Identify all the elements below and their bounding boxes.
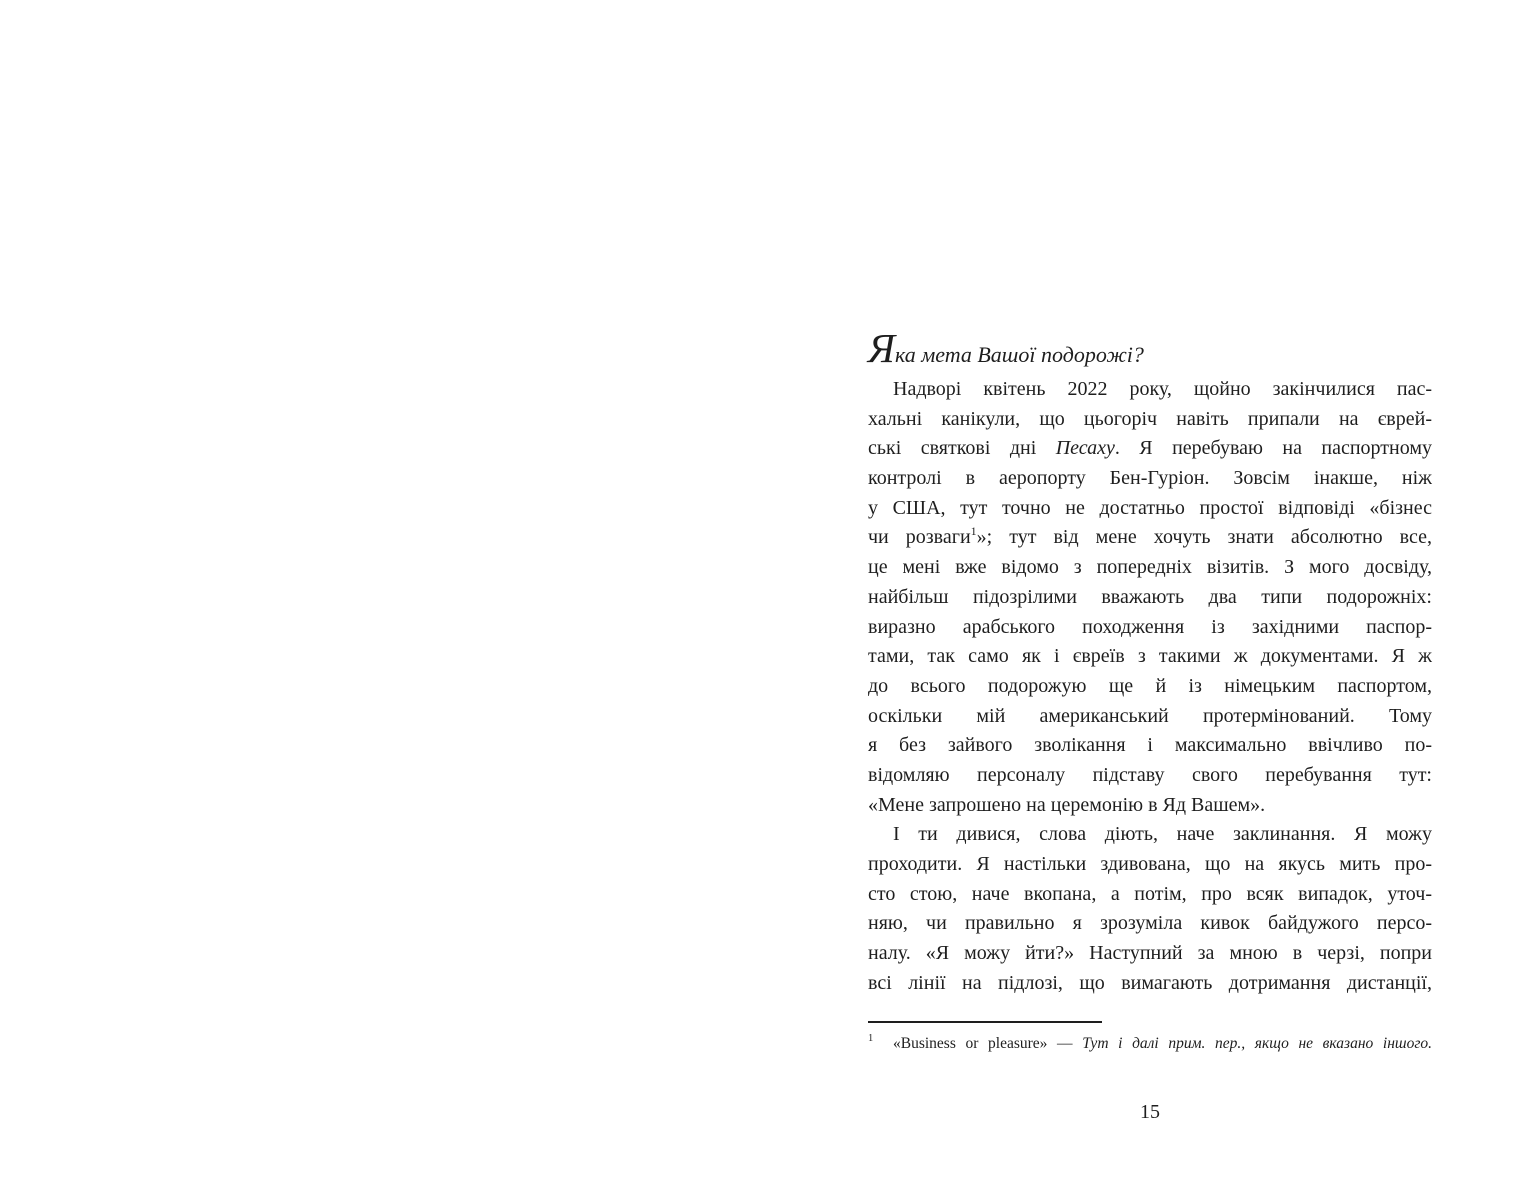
text-segment: проходити. Я настільки здивована, що на якусь мить про- <box>868 853 1432 875</box>
text-line <box>868 553 1432 583</box>
body-text-block <box>868 375 1432 998</box>
text-line <box>868 375 1432 405</box>
text-line <box>868 731 1432 761</box>
text-line <box>868 850 1432 880</box>
dropcap-initial: Я <box>868 325 895 371</box>
text-segment: тами, так само як і євреїв з такими ж документами. Я ж <box>868 645 1432 668</box>
text-segment: «Мене запрошено на церемонію в Яд Вашем». <box>868 793 1266 816</box>
footnote: 1 «Business or pleasure» — Тут і далі прим. пер., якщо не вказано іншого. <box>868 1033 1433 1053</box>
text-segment: чи розваги <box>868 526 971 549</box>
text-line <box>868 613 1432 643</box>
text-segment: виразно арабського походження із західними паспор- <box>868 615 1432 638</box>
text-segment: контролі в аеропорту Бен-Гуріон. Зовсім інакше, ніж <box>868 467 1432 490</box>
text-segment: оскільки мій американський протермінований. Тому <box>868 704 1432 727</box>
text-line <box>868 494 1432 524</box>
text-segment: хальні канікули, що цьогоріч навіть припали на єврей- <box>868 407 1432 430</box>
text-segment: Надворі квітень 2022 року, щойно закінчилися пас- <box>893 378 1432 400</box>
text-line <box>868 761 1432 791</box>
text-line <box>868 820 1432 850</box>
text-segment: сто стою, наче вкопана, а потім, про всяк випадок, уточ- <box>868 882 1432 905</box>
text-segment: відомляю персоналу підставу свого перебування тут: <box>868 763 1432 786</box>
text-segment: до всього подорожую ще й із німецьким паспортом, <box>868 674 1432 697</box>
footnote-italic-text: Тут і далі прим. пер., якщо не вказано іншого. <box>1082 1035 1433 1053</box>
text-line <box>868 791 1432 821</box>
text-line <box>868 464 1432 494</box>
text-segment: всі лінії на підлозі, що вимагають дотримання дистанції, <box>868 971 1432 994</box>
text-segment: у США, тут точно не достатньо простої відповіді «бізнес <box>868 496 1432 519</box>
text-line <box>868 880 1432 910</box>
text-line <box>868 702 1432 732</box>
text-segment: . Я перебуваю на паспортному <box>1114 437 1433 460</box>
opening-question-text: ка мета Вашої подорожі? <box>894 342 1144 367</box>
text-segment: няю, чи правильно я зрозуміла кивок байдужого персо- <box>868 912 1432 935</box>
footnote-reference-superscript: 1 <box>970 524 977 539</box>
text-segment: налу. «Я можу йти?» Наступний за мною в черзі, попри <box>868 942 1432 965</box>
text-line <box>868 434 1432 464</box>
chapter-opening-line <box>868 325 1432 375</box>
text-line <box>868 523 1432 553</box>
text-segment: найбільш підозрілими вважають два типи подорожніх: <box>868 585 1432 608</box>
text-line <box>868 405 1432 435</box>
text-segment: Песаху <box>1055 437 1115 460</box>
text-segment: ські святкові дні <box>868 437 1056 460</box>
text-line <box>868 642 1432 672</box>
page-text-column <box>868 325 1433 1056</box>
page-number: 15 <box>1140 1101 1160 1123</box>
text-line <box>868 672 1432 702</box>
text-segment: І ти дивися, слова діють, наче заклинання. Я можу <box>893 823 1432 846</box>
text-line <box>868 909 1432 939</box>
footnote-separator-rule <box>868 1021 1102 1023</box>
text-segment: це мені вже відомо з попередніх візитів. З мого досвіду, <box>868 556 1432 579</box>
text-line <box>868 969 1432 999</box>
footnote-roman-text: «Business or pleasure» — <box>893 1035 1083 1053</box>
text-segment: »; тут від мене хочуть знати абсолютно все, <box>976 526 1433 549</box>
text-line <box>868 939 1432 969</box>
text-segment: я без зайвого зволікання і максимально ввічливо по- <box>868 734 1432 757</box>
text-line <box>868 583 1432 613</box>
